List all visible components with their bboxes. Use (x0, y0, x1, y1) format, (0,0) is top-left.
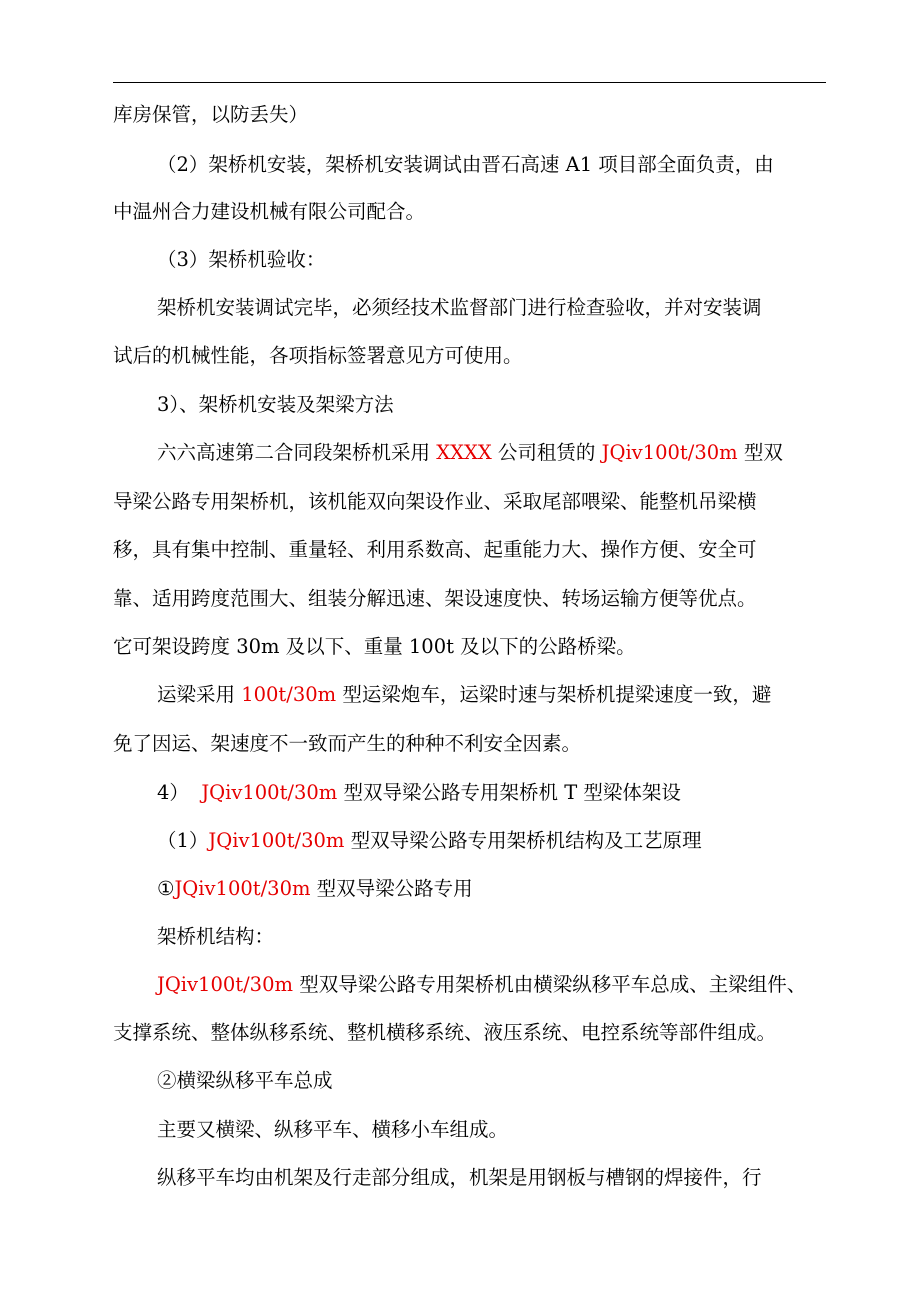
text-line: JQiv100t/30m 型双导梁公路专用架桥机由横梁纵移平车总成、主梁组件、 (157, 973, 807, 996)
text-line: 试后的机械性能，各项指标签署意见方可使用。 (113, 344, 523, 367)
text-line: 靠、适用跨度范围大、组装分解迅速、架设速度快、转场运输方便等优点。 (113, 587, 757, 610)
model-highlight: JQiv100t/30m (174, 877, 311, 900)
text-line: 六六高速第二合同段架桥机采用 XXXX 公司租赁的 JQiv100t/30m 型双 (157, 441, 783, 464)
text-line: （1）JQiv100t/30m 型双导梁公路专用架桥机结构及工艺原理 (157, 829, 702, 852)
model-highlight: JQiv100t/30m (201, 781, 338, 804)
text-line: 运梁采用 100t/30m 型运梁炮车，运梁时速与架桥机提梁速度一致，避 (157, 683, 772, 706)
text-line: 架桥机结构： (157, 925, 275, 948)
text-line: 它可架设跨度 30m 及以下、重量 100t 及以下的公路桥梁。 (113, 635, 636, 658)
text-line: 导梁公路专用架桥机，该机能双向架设作业、采取尾部喂梁、能整机吊梁横 (113, 490, 757, 513)
text-line: 库房保管，以防丢失） (113, 103, 309, 126)
model-highlight: JQiv100t/30m (208, 829, 345, 852)
section-heading: 4） JQiv100t/30m 型双导梁公路专用架桥机 T 型梁体架设 (157, 781, 681, 804)
model-highlight: XXXX (436, 441, 492, 464)
text-line: 支撑系统、整体纵移系统、整机横移系统、液压系统、电控系统等部件组成。 (113, 1021, 777, 1044)
text-line: ②横梁纵移平车总成 (157, 1069, 333, 1092)
text-line: 主要又横梁、纵移平车、横移小车组成。 (157, 1118, 509, 1141)
text-line: 中温州合力建设机械有限公司配合。 (113, 200, 426, 223)
text-line: 纵移平车均由机架及行走部分组成，机架是用钢板与槽钢的焊接件，行 (157, 1166, 762, 1189)
text-line: （3）架桥机验收： (157, 248, 326, 271)
text-line: ①JQiv100t/30m 型双导梁公路专用 (157, 877, 473, 900)
text-line: （2）架桥机安装，架桥机安装调试由晋石高速 A1 项目部全面负责，由 (157, 153, 774, 176)
text-line: 架桥机安装调试完毕，必须经技术监督部门进行检查验收，并对安装调 (157, 296, 762, 319)
model-highlight: JQiv100t/30m (601, 441, 738, 464)
header-rule (113, 82, 826, 83)
text-line: 免了因运、架速度不一致而产生的种种不利安全因素。 (113, 732, 582, 755)
text-line: 移，具有集中控制、重量轻、利用系数高、起重能力大、操作方便、安全可 (113, 538, 757, 561)
section-heading: 3）、架桥机安装及架梁方法 (157, 393, 394, 416)
model-highlight: 100t/30m (241, 683, 337, 706)
model-highlight: JQiv100t/30m (157, 973, 293, 996)
